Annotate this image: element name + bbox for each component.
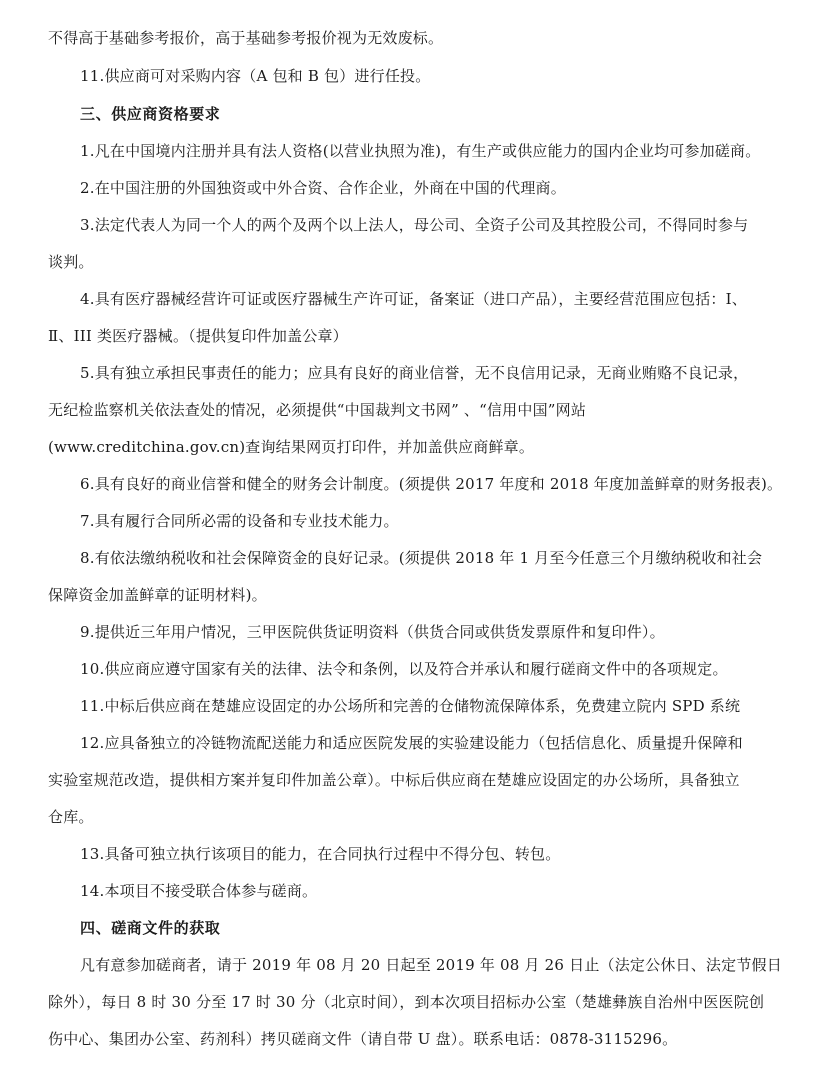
text-line: 谈判。 — [48, 253, 94, 271]
text-line: 凡有意参加磋商者，请于 2019 年 08 月 20 日起至 2019 年 08 月 26 日止（法定公休日、法定节假日 — [80, 956, 782, 974]
text-line: 5.具有独立承担民事责任的能力；应具有良好的商业信誉，无不良信用记录，无商业贿赂不良记录， — [80, 364, 749, 382]
text-line: 10.供应商应遵守国家有关的法律、法令和条例，以及符合并承认和履行磋商文件中的各项规定。 — [80, 660, 728, 678]
section-heading: 三、供应商资格要求 — [80, 105, 221, 123]
text-line: 不得高于基础参考报价，高于基础参考报价视为无效废标。 — [48, 29, 444, 47]
text-line: 8.有依法缴纳税收和社会保障资金的良好记录。(须提供 2018 年 1 月至今任意三个月缴纳税收和社会 — [80, 549, 763, 567]
text-line: 无纪检监察机关依法查处的情况，必须提供“中国裁判文书网” 、“信用中国”网站 — [48, 401, 587, 419]
text-line: 伤中心、集团办公室、药剂科）拷贝磋商文件（请自带 U 盘）。联系电话：0878-3115296。 — [48, 1030, 678, 1048]
text-line: 7.具有履行合同所必需的设备和专业技术能力。 — [80, 512, 399, 530]
text-line: 1.凡在中国境内注册并具有法人资格(以营业执照为准)，有生产或供应能力的国内企业均可参加磋商。 — [80, 142, 761, 160]
text-line: 12.应具备独立的冷链物流配送能力和适应医院发展的实验建设能力（包括信息化、质量提升保障和 — [80, 734, 743, 752]
text-line: 11.中标后供应商在楚雄应设固定的办公场所和完善的仓储物流保障体系，免费建立院内 SPD 系统 — [80, 697, 741, 715]
text-line: 2.在中国注册的外国独资或中外合资、合作企业，外商在中国的代理商。 — [80, 179, 566, 197]
text-line: 3.法定代表人为同一个人的两个及两个以上法人，母公司、全资子公司及其控股公司，不得同时参与 — [80, 216, 749, 234]
text-line: Ⅱ、III 类医疗器械。（提供复印件加盖公章） — [48, 327, 348, 345]
text-line: 仓库。 — [48, 808, 94, 826]
text-line: 除外），每日 8 时 30 分至 17 时 30 分（北京时间），到本次项目招标办公室（楚雄彝族自治州中医医院创 — [48, 993, 765, 1011]
text-line: 13.具备可独立执行该项目的能力，在合同执行过程中不得分包、转包。 — [80, 845, 561, 863]
section-heading: 四、磋商文件的获取 — [80, 919, 221, 937]
text-line: (www.creditchina.gov.cn)查询结果网页打印件，并加盖供应商鲜章。 — [48, 438, 535, 456]
text-line: 14.本项目不接受联合体参与磋商。 — [80, 882, 318, 900]
text-line: 11.供应商可对采购内容（A 包和 B 包）进行任投。 — [80, 67, 431, 85]
text-line: 6.具有良好的商业信誉和健全的财务会计制度。(须提供 2017 年度和 2018 年度加盖鲜章的财务报表)。 — [80, 475, 783, 493]
text-line: 4.具有医疗器械经营许可证或医疗器械生产许可证，备案证（进口产品），主要经营范围应包括：Ⅰ、 — [80, 290, 747, 308]
text-line: 9.提供近三年用户情况，三甲医院供货证明资料（供货合同或供货发票原件和复印件）。 — [80, 623, 665, 641]
text-line: 实验室规范改造，提供相方案并复印件加盖公章）。中标后供应商在楚雄应设固定的办公场所，具备独立 — [48, 771, 740, 789]
text-line: 保障资金加盖鲜章的证明材料)。 — [48, 586, 267, 604]
